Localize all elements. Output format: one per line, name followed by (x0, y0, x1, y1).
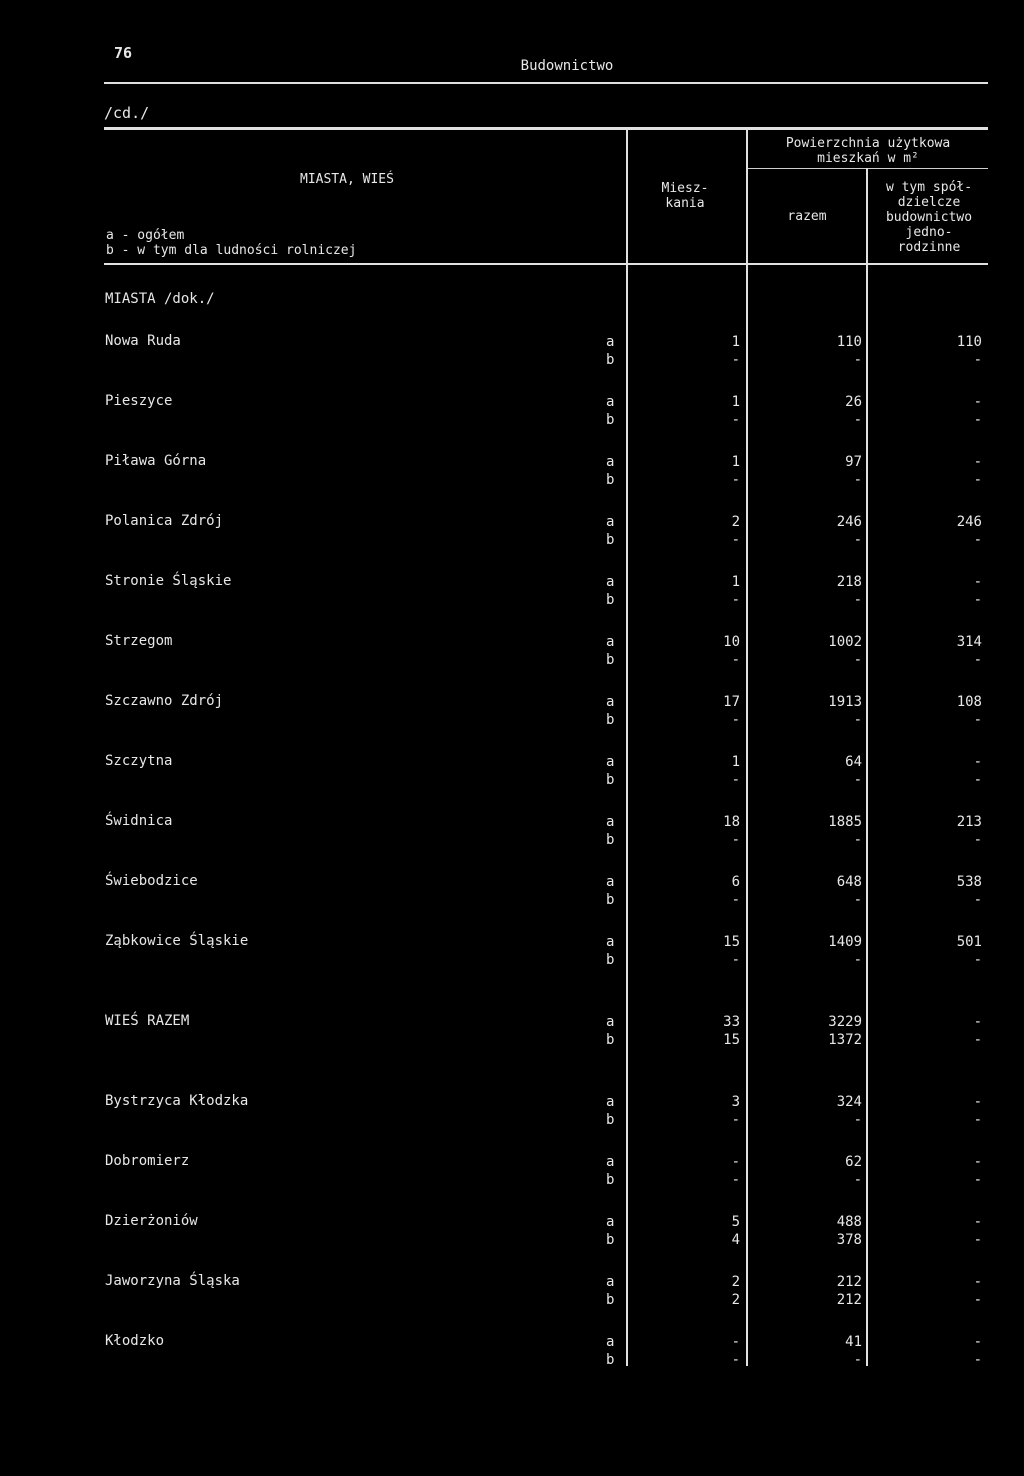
table-cell: 110 (956, 334, 982, 350)
table-cell: 41 (845, 1334, 862, 1350)
row-name: Dobromierz (105, 1153, 190, 1169)
table-cell: - (973, 1214, 982, 1230)
table-cell: - (853, 772, 862, 788)
table-cell: - (853, 1352, 862, 1368)
table-cell: 648 (836, 874, 862, 890)
table-cell: 15 (723, 1032, 740, 1048)
table-cell: - (731, 472, 740, 488)
table-cell: 18 (723, 814, 740, 830)
table-cell: - (973, 712, 982, 728)
row-label-a: a (606, 694, 615, 710)
row-label-a: a (606, 514, 615, 530)
table-cell: 314 (956, 634, 982, 650)
table-cell: - (973, 352, 982, 368)
table-cell: 5 (731, 1214, 740, 1230)
table-cell: 33 (723, 1014, 740, 1030)
row-label-b: b (606, 1112, 615, 1128)
row-label-b: b (606, 952, 615, 968)
table-cell: 15 (723, 934, 740, 950)
table-cell: - (973, 772, 982, 788)
row-label-b: b (606, 1032, 615, 1048)
table-cell: - (973, 1154, 982, 1170)
table-cell: - (731, 592, 740, 608)
table-cell: 108 (956, 694, 982, 710)
table-cell: 97 (845, 454, 862, 470)
table-cell: 4 (731, 1232, 740, 1248)
row-name: WIEŚ RAZEM (105, 1013, 190, 1029)
table-cell: - (853, 652, 862, 668)
table-cell: - (731, 832, 740, 848)
row-label-a: a (606, 394, 615, 410)
row-label-b: b (606, 1232, 615, 1248)
row-label-a: a (606, 1094, 615, 1110)
table-cell: - (731, 1112, 740, 1128)
table-cell: 1 (731, 454, 740, 470)
table-cell: - (731, 772, 740, 788)
table-cell: 324 (836, 1094, 862, 1110)
table-cell: 212 (836, 1274, 862, 1290)
col-header-dwellings: Miesz- kania (661, 181, 709, 211)
table-cell: - (973, 652, 982, 668)
table-cell: 378 (836, 1232, 862, 1248)
row-name: Stronie Śląskie (105, 573, 232, 589)
col-divider-1 (626, 129, 628, 1366)
table-cell: - (973, 1352, 982, 1368)
table-cell: 1 (731, 394, 740, 410)
table-cell: - (731, 892, 740, 908)
table-cell: - (853, 832, 862, 848)
row-label-b: b (606, 532, 615, 548)
table-cell: 1 (731, 334, 740, 350)
table-cell: - (853, 952, 862, 968)
table-cell: - (731, 412, 740, 428)
row-label-a: a (606, 874, 615, 890)
row-label-b: b (606, 472, 615, 488)
table-cell: 488 (836, 1214, 862, 1230)
table-cell: - (853, 592, 862, 608)
row-label-b: b (606, 352, 615, 368)
table-cell: - (973, 574, 982, 590)
table-cell: - (973, 1232, 982, 1248)
row-label-a: a (606, 334, 615, 350)
table-cell: - (973, 532, 982, 548)
table-cell: 3229 (828, 1014, 862, 1030)
table-cell: - (973, 1094, 982, 1110)
table-cell: - (973, 1112, 982, 1128)
row-label-b: b (606, 652, 615, 668)
row-label-a: a (606, 454, 615, 470)
table-cell: - (973, 1014, 982, 1030)
table-cell: - (853, 472, 862, 488)
col-divider-3 (866, 168, 868, 1366)
row-name: Ząbkowice Śląskie (105, 933, 249, 949)
table-cell: - (973, 454, 982, 470)
table-cell: - (731, 532, 740, 548)
table-cell: 2 (731, 514, 740, 530)
table-cell: - (973, 892, 982, 908)
col-header-total: razem (787, 209, 827, 224)
row-label-b: b (606, 832, 615, 848)
table-cell: 62 (845, 1154, 862, 1170)
row-label-a: a (606, 754, 615, 770)
table-cell: - (853, 712, 862, 728)
row-name: Nowa Ruda (105, 333, 181, 349)
table-cell: - (853, 532, 862, 548)
table-cell: 2 (731, 1292, 740, 1308)
table-cell: 1 (731, 754, 740, 770)
table-cell: 1885 (828, 814, 862, 830)
row-label-b: b (606, 712, 615, 728)
table-cell: 64 (845, 754, 862, 770)
row-label-a: a (606, 574, 615, 590)
row-label-a: a (606, 814, 615, 830)
continued-label: /cd./ (104, 104, 150, 122)
header-bottom-rule (104, 263, 988, 265)
row-label-a: a (606, 1154, 615, 1170)
header-left-title: MIASTA, WIEŚ (300, 172, 394, 187)
table-cell: - (973, 754, 982, 770)
row-name: Piława Górna (105, 453, 207, 469)
row-name: Świebodzice (105, 873, 198, 889)
table-cell: - (973, 1032, 982, 1048)
table-cell: 1002 (828, 634, 862, 650)
row-label-b: b (606, 412, 615, 428)
table-cell: - (973, 394, 982, 410)
running-title: Budownictwo (520, 58, 614, 74)
row-name: Pieszyce (105, 393, 173, 409)
table-cell: 212 (836, 1292, 862, 1308)
row-name: Dzierżoniów (105, 1213, 198, 1229)
table-cell: - (853, 892, 862, 908)
table-cell: 213 (956, 814, 982, 830)
table-cell: 2 (731, 1274, 740, 1290)
row-name: Strzegom (105, 633, 173, 649)
row-name: Bystrzyca Kłodzka (105, 1093, 249, 1109)
table-cell: - (853, 412, 862, 428)
row-name: Szczytna (105, 753, 173, 769)
table-cell: - (853, 1112, 862, 1128)
header-sub-rule (748, 168, 988, 169)
row-label-b: b (606, 592, 615, 608)
row-label-b: b (606, 1352, 615, 1368)
row-name: Szczawno Zdrój (105, 693, 224, 709)
table-cell: - (853, 352, 862, 368)
table-cell: 246 (956, 514, 982, 530)
table-cell: - (731, 1154, 740, 1170)
table-cell: 26 (845, 394, 862, 410)
table-cell: - (973, 1334, 982, 1350)
row-label-a: a (606, 634, 615, 650)
col-divider-2 (746, 129, 748, 1366)
table-cell: - (731, 652, 740, 668)
row-label-a: a (606, 1274, 615, 1290)
table-cell: - (853, 1172, 862, 1188)
row-label-a: a (606, 1014, 615, 1030)
row-name: Świdnica (105, 813, 173, 829)
table-cell: - (731, 1334, 740, 1350)
row-label-a: a (606, 1334, 615, 1350)
row-label-b: b (606, 892, 615, 908)
row-label-a: a (606, 934, 615, 950)
row-name: Jaworzyna Śląska (105, 1273, 240, 1289)
table-cell: - (973, 412, 982, 428)
table-cell: 538 (956, 874, 982, 890)
table-cell: 218 (836, 574, 862, 590)
row-name: Kłodzko (105, 1333, 165, 1349)
table-cell: 1913 (828, 694, 862, 710)
table-cell: - (973, 1292, 982, 1308)
table-cell: - (731, 352, 740, 368)
table-cell: - (973, 592, 982, 608)
row-label-b: b (606, 772, 615, 788)
page-number: 76 (114, 44, 133, 62)
table-cell: 501 (956, 934, 982, 950)
row-label-b: b (606, 1172, 615, 1188)
table-cell: - (973, 1172, 982, 1188)
table-cell: 110 (836, 334, 862, 350)
top-rule (104, 82, 988, 84)
table-cell: - (731, 1352, 740, 1368)
row-name: Polanica Zdrój (105, 513, 224, 529)
legend-b: b - w tym dla ludności rolniczej (106, 243, 357, 258)
table-cell: - (973, 472, 982, 488)
header-top-rule (104, 127, 988, 130)
row-label-b: b (606, 1292, 615, 1308)
table-cell: - (731, 952, 740, 968)
table-cell: - (973, 952, 982, 968)
table-cell: - (973, 832, 982, 848)
legend-a: a - ogółem (106, 228, 185, 243)
table-cell: 1 (731, 574, 740, 590)
table-cell: - (973, 1274, 982, 1290)
section-cities: MIASTA /dok./ (105, 291, 215, 307)
table-cell: 6 (731, 874, 740, 890)
table-cell: 246 (836, 514, 862, 530)
col-header-coop: w tym spół- dzielcze budownictwo jedno- rodzinne (885, 180, 973, 255)
table-cell: 1409 (828, 934, 862, 950)
table-cell: 1372 (828, 1032, 862, 1048)
table-cell: - (731, 1172, 740, 1188)
table-cell: 10 (723, 634, 740, 650)
col-header-area: Powierzchnia użytkowa mieszkań w m² (785, 136, 951, 166)
row-label-a: a (606, 1214, 615, 1230)
table-cell: 3 (731, 1094, 740, 1110)
table-cell: 17 (723, 694, 740, 710)
table-cell: - (731, 712, 740, 728)
